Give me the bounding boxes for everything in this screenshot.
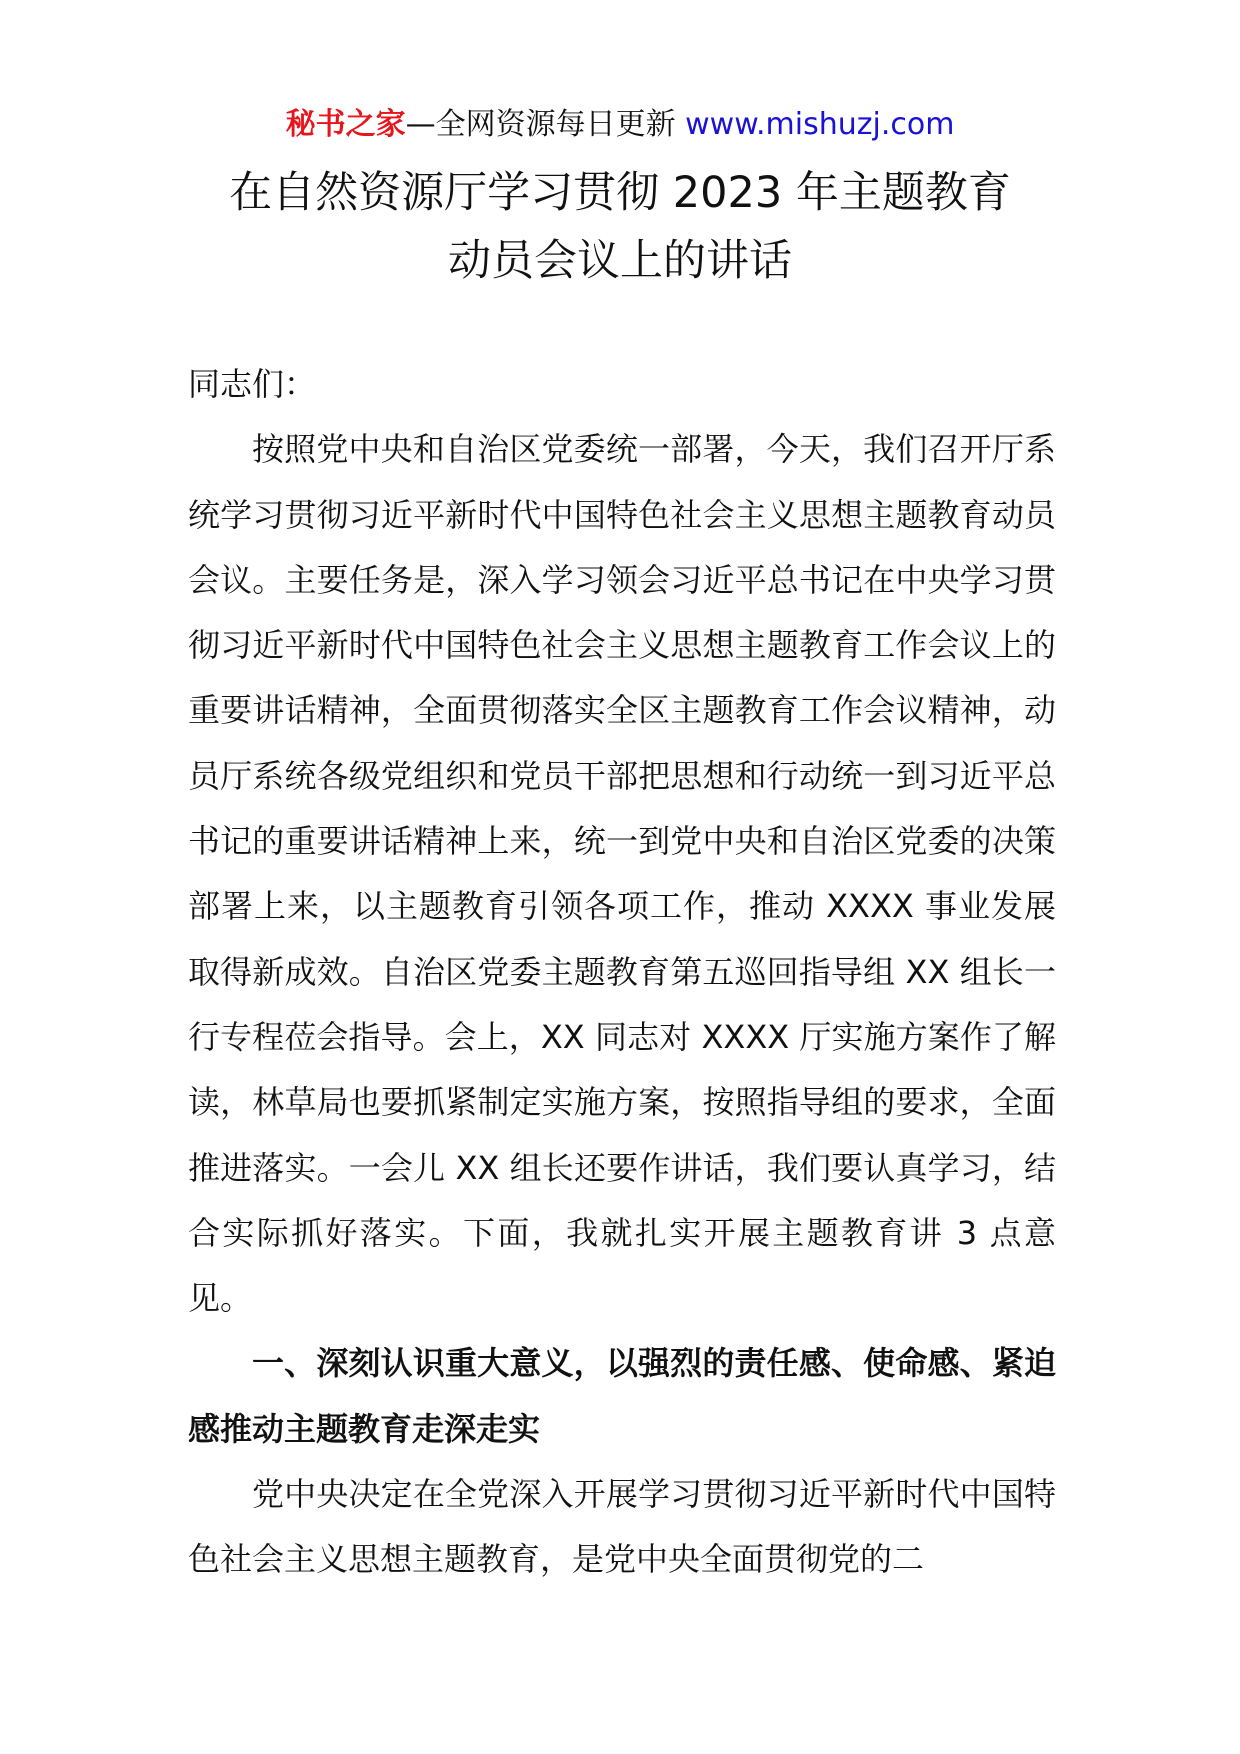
site-url[interactable]: www.mishuzj.com (685, 107, 955, 142)
document-title-line-1: 在自然资源厅学习贯彻 2023 年主题教育 (229, 168, 1011, 218)
section-heading-1: 一、深刻认识重大意义，以强烈的责任感、使命感、紧迫感推动主题教育走深走实 (188, 1344, 1056, 1448)
brand-name: 秘书之家 (285, 107, 406, 142)
header-slogan: —全网资源每日更新 (405, 107, 686, 142)
salutation: 同志们： (188, 365, 317, 403)
document-title-line-2: 动员会议上的讲话 (448, 236, 792, 286)
watermark-header (0, 103, 1240, 147)
document-body (188, 352, 1056, 1593)
paragraph-1: 按照党中央和自治区党委统一部署，今天，我们召开厅系统学习贯彻习近平新时代中国特色社会主义思想主题教育动员会议。主要任务是，深入学习领会习近平总书记在中央学习贯彻习近平新时代中国特色社会主义思想主题教育工作会议上的重要讲话精神，全面贯彻落实全区主题教育工作会议精神，动员厅系统各级党组织和党员干部把思想和行动统一到习近平总书记的重要讲话精神上来，统一到党中央和自治区党委的决策部署上来，以主题教育引领各项工作，推动 XXXX 事业发展取得新成效。自治区党委主题教育第五巡回指导组 XX 组长一行专程莅会指导。会上，XX 同志对 XXXX 厅实施方案作了解读，林草局也要抓紧制定实施方案，按照指导组的要求，全面推进落实。一会儿 XX 组长还要作讲话，我们要认真学习，结合实际抓好落实。下面，我就扎实开展主题教育讲 3 点意见。 (188, 430, 1056, 1318)
paragraph-2: 党中央决定在全党深入开展学习贯彻习近平新时代中国特色社会主义思想主题教育，是党中央全面贯彻党的二 (188, 1475, 1056, 1579)
